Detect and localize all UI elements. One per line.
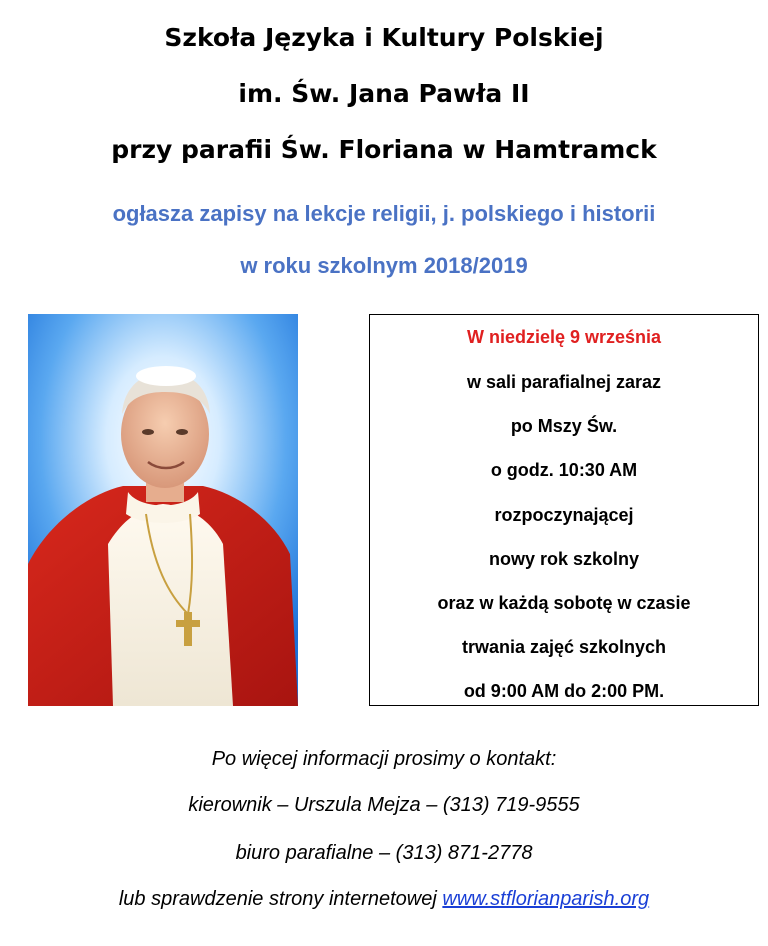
schedule-line: nowy rok szkolny [488,549,640,569]
contact-director: kierownik – Urszula Mejza – (313) 719-9555 [188,794,580,816]
contact-website-line [0,886,768,912]
schedule-line: trwania zajęć szkolnych [461,637,667,657]
schedule-line: o godz. 10:30 AM [490,460,638,480]
website-link[interactable]: www.stflorianparish.org [442,888,650,910]
pope-portrait [28,314,298,706]
schedule-date: W niedzielę 9 września [466,327,662,347]
portrait-image [28,314,298,706]
schedule-box [369,314,759,706]
school-year-line: w roku szkolnym 2018/2019 [240,253,528,278]
schedule-line: oraz w każdą sobotę w czasie [437,593,691,613]
contact-intro: Po więcej informacji prosimy o kontakt: [211,748,557,770]
parish-name: przy parafii Św. Floriana w Hamtramck [111,135,657,164]
contact-office: biuro parafialne – (313) 871-2778 [235,842,533,864]
website-prefix: lub sprawdzenie strony internetowej [118,888,443,910]
schedule-hours: od 9:00 AM do 2:00 PM. [463,681,665,701]
schedule-line: po Mszy Św. [510,416,618,436]
schedule-line: rozpoczynającej [494,505,634,525]
school-name: Szkoła Języka i Kultury Polskiej [164,23,604,52]
patron-name: im. Św. Jana Pawła II [238,79,530,108]
schedule-line: w sali parafialnej zaraz [466,372,662,392]
announcement-line: ogłasza zapisy na lekcje religii, j. polskiego i historii [112,201,656,226]
